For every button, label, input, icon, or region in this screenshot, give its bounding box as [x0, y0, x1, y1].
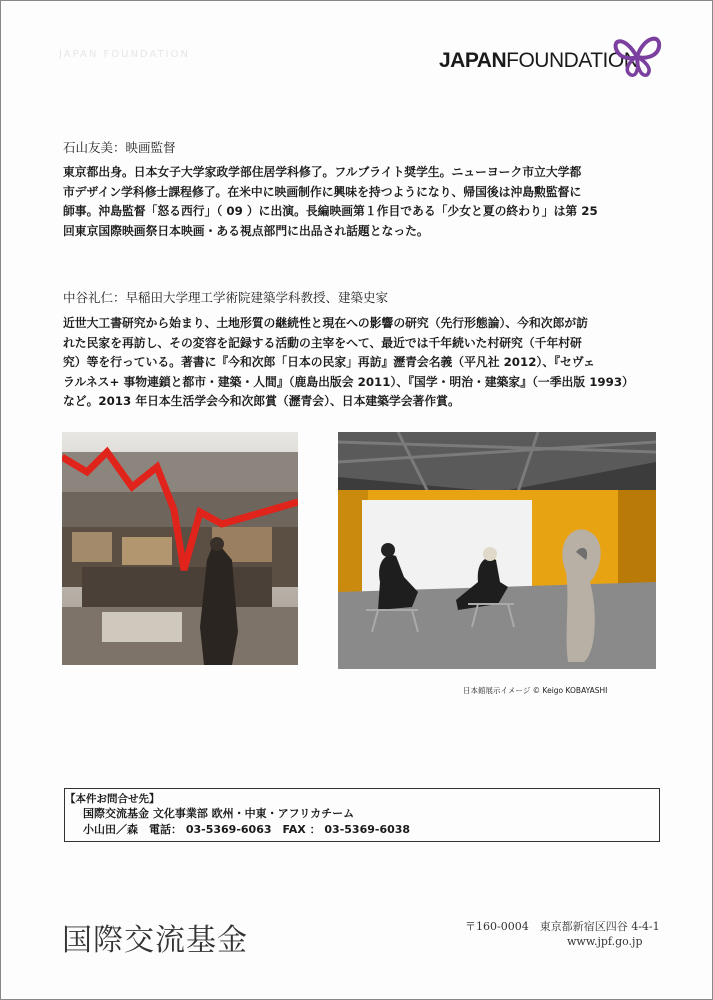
installation-image	[338, 432, 656, 669]
contact-box	[64, 788, 660, 842]
japan-foundation-logo	[439, 31, 669, 81]
bio-line: 究）等を行っている。著書に『今和次郎「日本の民家」再訪』瀝青会名義（平凡社 2012）、『セヴェ	[63, 355, 595, 369]
bio-line: ラルネス+ 事物連鎖と都市・建築・人間』（鹿島出版会 2011）、『国学・明治・建築家』（一季出版 1993）	[63, 374, 634, 389]
contact-phone-fax: 小山田／森 電話： 03-5369-6063 FAX ： 03-5369-6038	[83, 823, 411, 836]
logo-wordmark-bold: JAPAN	[439, 49, 507, 72]
contact-header: 【本件お問合せ先】	[65, 793, 160, 805]
bio-line: 回東京国際映画祭日本映画・ある視点部門に出品され話題となった。	[63, 223, 429, 238]
person-name: 石山友美：映画監督	[63, 140, 176, 155]
person-1	[63, 138, 176, 157]
footer-org-name: 国際交流基金	[62, 923, 248, 958]
person-1-bio	[63, 163, 663, 241]
person-name: 中谷礼仁：早稲田大学理工学術院建築学科教授、建築史家	[63, 290, 389, 305]
bio-line: 師事。沖島監督「怒る西行」（ 09 ）に出演。長編映画第１作目である「少女と夏の終わり」は第 25	[63, 204, 598, 218]
image-caption: 日本館展示イメージ © Keigo KOBAYASHI	[463, 686, 608, 695]
bio-line: など。2013 年日本生活学会今和次郎賞（瀝青会）、日本建築学会著作賞。	[63, 394, 460, 408]
ghost-watermark: JAPAN FOUNDATION	[59, 49, 190, 60]
contact-department: 国際交流基金 文化事業部 欧州・中東・アフリカチーム	[83, 807, 355, 820]
bio-line: れた民家を再訪し、その変容を記録する活動の主宰をへて、最近では千年続いた村研究（千年村研	[63, 335, 582, 350]
bio-line: 近世大工書研究から始まり、土地形質の継続性と現在への影響の研究（先行形態論）、今和次郎が訪	[63, 316, 588, 330]
butterfly-logo-icon	[609, 31, 665, 79]
footer-url[interactable]: www.jpf.go.jp	[567, 935, 643, 948]
bio-line: 市デザイン学科修士課程修了。在米中に映画制作に興味を持つようになり、帰国後は沖島勲監督に	[63, 184, 582, 199]
collage-image	[62, 432, 298, 665]
logo-wordmark-light: FOUNDATION	[506, 49, 639, 72]
bio-line: 東京都出身。日本女子大学家政学部住居学科修了。フルブライト奨学生。ニューヨーク市立大学都	[63, 165, 582, 179]
person-2	[63, 288, 388, 307]
person-2-bio	[63, 314, 663, 412]
footer-address: 〒160-0004 東京都新宿区四谷 4-4-1	[465, 920, 660, 933]
